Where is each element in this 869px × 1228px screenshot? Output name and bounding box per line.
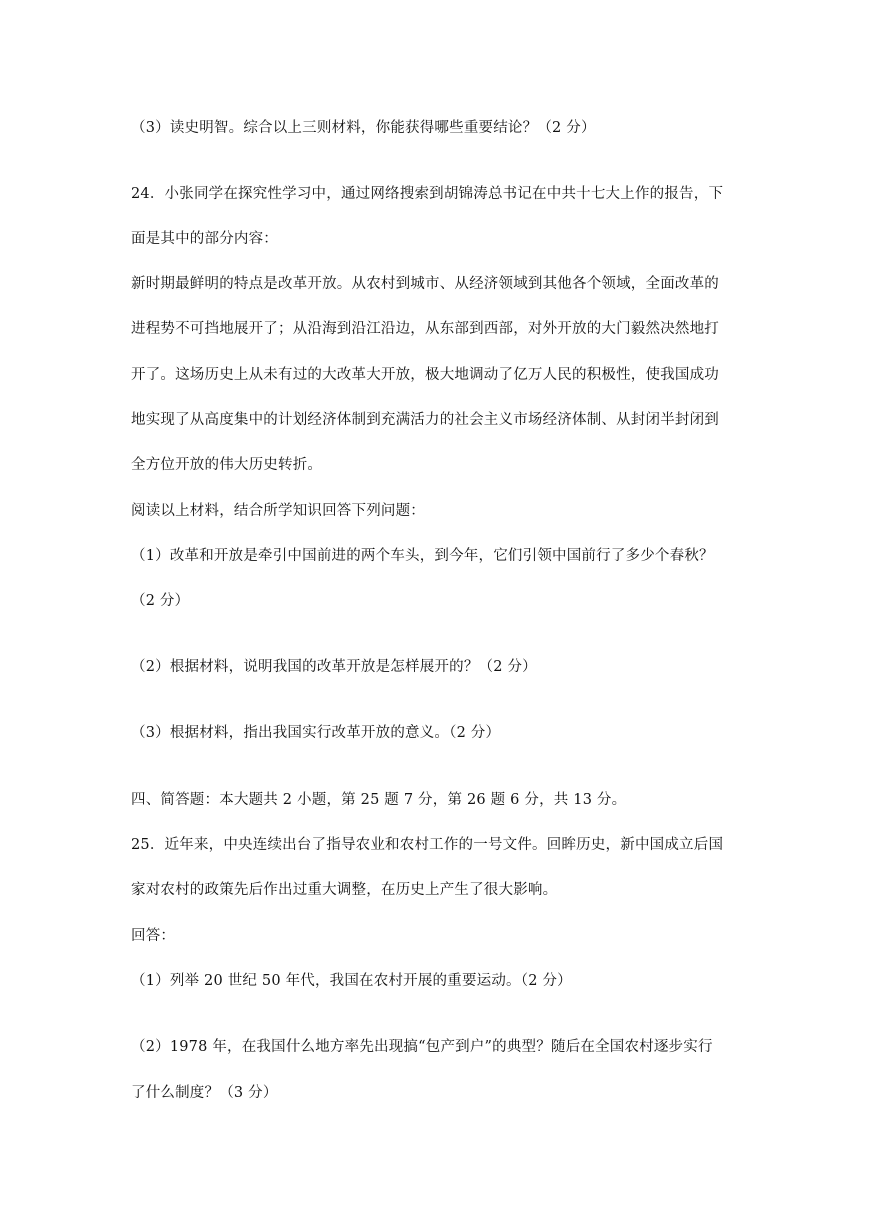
q23-sub3: （3）读史明智。综合以上三则材料，你能获得哪些重要结论？（2 分）	[131, 120, 596, 136]
q25-sub2-line1: （2）1978 年，在我国什么地方率先出现搞“包产到户”的典型？随后在全国农村逐步实行	[131, 1039, 713, 1055]
q25-sub2-line2: 了什么制度？（3 分）	[131, 1085, 278, 1101]
q24-material-line3: 开了。这场历史上从未有过的大改革大开放，极大地调动了亿万人民的积极性，使我国成功	[131, 367, 719, 383]
q25-sub1: （1）列举 20 世纪 50 年代，我国在农村开展的重要运动。（2 分）	[131, 973, 572, 989]
q24-sub1-line1: （1）改革和开放是牵引中国前进的两个车头，到今年，它们引领中国前行了多少个春秋？	[131, 548, 714, 564]
q24-material-line1: 新时期最鲜明的特点是改革开放。从农村到城市、从经济领域到其他各个领域，全面改革的	[131, 276, 719, 292]
q24-material-line2: 进程势不可挡地展开了；从沿海到沿江沿边，从东部到西部，对外开放的大门毅然决然地打	[131, 321, 719, 337]
q25-stem-line2: 家对农村的政策先后作出过重大调整，在历史上产生了很大影响。	[131, 882, 558, 898]
q24-stem-line1: 24．小张同学在探究性学习中，通过网络搜索到胡锦涛总书记在中共十七大上作的报告，下	[131, 186, 724, 202]
q24-sub3: （3）根据材料，指出我国实行改革开放的意义。（2 分）	[131, 725, 501, 741]
q24-sub1-line2: （2 分）	[131, 593, 190, 609]
q24-instruction: 阅读以上材料，结合所学知识回答下列问题：	[131, 503, 425, 519]
q24-stem-line2: 面是其中的部分内容：	[131, 231, 278, 247]
q25-answer-prompt: 回答：	[131, 928, 176, 944]
q24-material-line4: 地实现了从高度集中的计划经济体制到充满活力的社会主义市场经济体制、从封闭半封闭到	[131, 412, 719, 428]
q24-sub2: （2）根据材料，说明我国的改革开放是怎样展开的？（2 分）	[131, 659, 537, 675]
q25-stem-line1: 25．近年来，中央连续出台了指导农业和农村工作的一号文件。回眸历史，新中国成立后国	[131, 837, 724, 853]
q24-material-line5: 全方位开放的伟大历史转折。	[131, 457, 323, 473]
section-four-heading: 四、简答题：本大题共 2 小题，第 25 题 7 分，第 26 题 6 分，共 13 分。	[131, 792, 627, 808]
